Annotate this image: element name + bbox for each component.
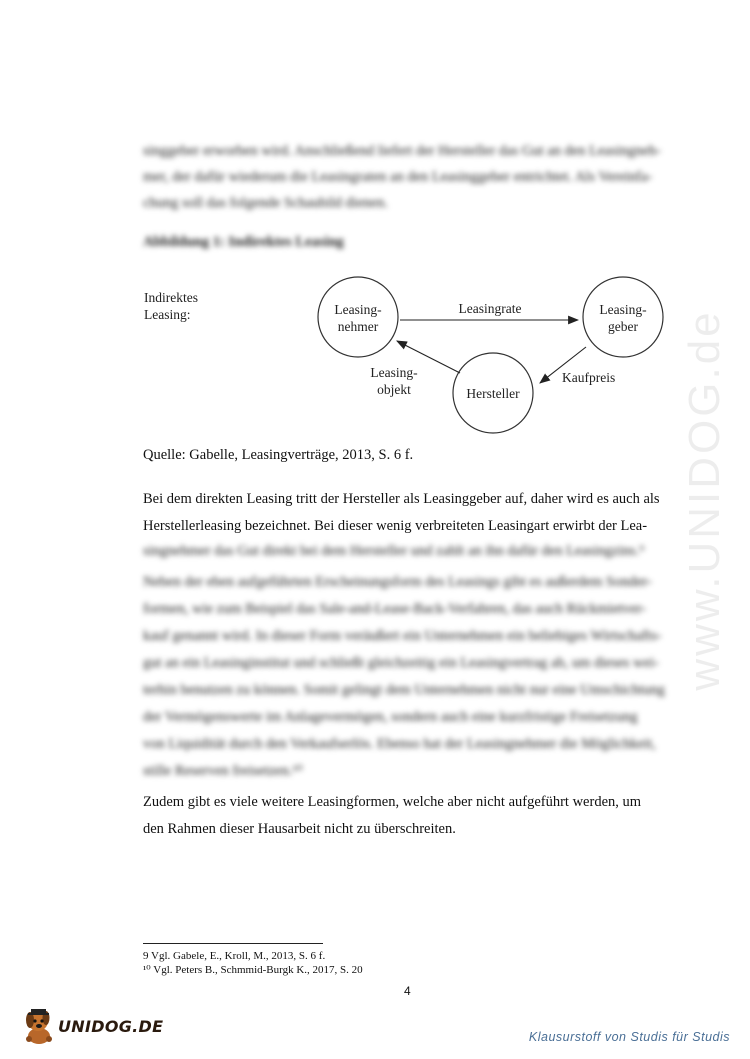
node-lessee	[318, 277, 398, 357]
paragraph-sale-lease-back	[143, 569, 679, 785]
figure-source: Quelle: Gabelle, Leasingverträge, 2013, S. 6 f.	[143, 447, 414, 463]
node-lessor-label-line2: geber	[608, 319, 638, 334]
watermark-text: www.UNIDOG.de	[680, 309, 729, 691]
diagram-label-line2: Leasing:	[144, 307, 191, 322]
edge-kaufpreis-label: Kaufpreis	[562, 370, 616, 385]
text-line: singgeber erworben wird. Anschließend liefert der Hersteller das Gut an den Leasingneh-	[143, 143, 661, 159]
paragraph-intro	[143, 138, 679, 216]
text-line: von Liquidität durch den Verkaufserlös. Ebenso hat der Leasingnehmer die Möglichkeit,	[143, 736, 656, 752]
footer-tagline: Klausurstoff von Studis für Studis	[528, 1030, 730, 1044]
footnote-10: ¹⁰ Vgl. Peters B., Schmmid-Burgk K., 2017, S. 20	[143, 964, 363, 976]
text-line: stille Reserven freisetzen.¹⁰	[143, 763, 303, 779]
text-line: Neben der eben aufgeführten Erscheinungsform des Leasings gibt es außerdem Sonder-	[143, 574, 652, 590]
node-lessee-label-line2: nehmer	[337, 319, 379, 334]
leasing-diagram	[140, 270, 680, 440]
edge-leasingobjekt-label-line2: objekt	[377, 382, 411, 397]
text-line: Bei dem direkten Leasing tritt der Hersteller als Leasinggeber auf, daher wird es auch als	[143, 491, 660, 507]
text-line: singnehmer das Gut direkt bei dem Hersteller und zahlt an ihn dafür den Leasingzins.⁹	[143, 543, 645, 559]
text-line: chung soll das folgende Schaubild dienen.	[143, 195, 388, 211]
text-line: der Vermögenswerte im Anlagevermögen, sondern auch eine kurzfristige Freisetzung	[143, 709, 638, 725]
text-line: formen, wie zum Beispiel das Sale-and-Lease-Back-Verfahren, das auch Rückmietver-	[143, 601, 646, 617]
logo-text: UNIDOG.DE	[58, 1016, 164, 1036]
paragraph-conclusion	[143, 789, 679, 843]
paragraph-direct-leasing	[143, 486, 679, 540]
paragraph-direct-continued	[143, 538, 679, 564]
text-line: kauf genannt wird. In dieser Form veräußert ein Unternehmen ein beliebiges Wirtschafts-	[143, 628, 662, 644]
node-lessee-label-line1: Leasing-	[334, 302, 382, 317]
node-lessor-label-line1: Leasing-	[599, 302, 647, 317]
node-lessor	[583, 277, 663, 357]
text-line: mer, der dafür wiederum die Leasingraten an den Leasinggeber entrichtet. Als Vereinfa-	[143, 169, 653, 185]
text-line: Herstellerleasing bezeichnet. Bei dieser wenig verbreiteten Leasingart erwirbt der Lea-	[143, 518, 648, 534]
edge-leasingobjekt-label-line1: Leasing-	[370, 365, 418, 380]
text-line: Zudem gibt es viele weitere Leasingformen, welche aber nicht aufgeführt werden, um	[143, 794, 642, 810]
text-line: gut an ein Leasinginstitut und schließt gleichzeitig ein Leasingvertrag ab, um dieses wei-	[143, 655, 659, 671]
diagram-label-line1: Indirektes	[144, 290, 198, 305]
text-line: den Rahmen dieser Hausarbeit nicht zu überschreiten.	[143, 821, 456, 837]
figure-heading: Abbildung 1: Indirektes Leasing	[143, 234, 344, 250]
text-line: terhin benutzen zu können. Somit gelingt dem Unternehmen nicht nur eine Umschichtung	[143, 682, 665, 698]
unidog-logo[interactable]	[22, 1006, 163, 1046]
dog-mascot-icon	[22, 1006, 56, 1046]
page-number: 4	[404, 984, 411, 998]
footnote-divider	[143, 943, 323, 944]
node-manufacturer-label: Hersteller	[466, 386, 520, 401]
edge-leasingrate-label: Leasingrate	[458, 301, 522, 316]
footnote-9: 9 Vgl. Gabele, E., Kroll, M., 2013, S. 6 f.	[143, 950, 326, 962]
